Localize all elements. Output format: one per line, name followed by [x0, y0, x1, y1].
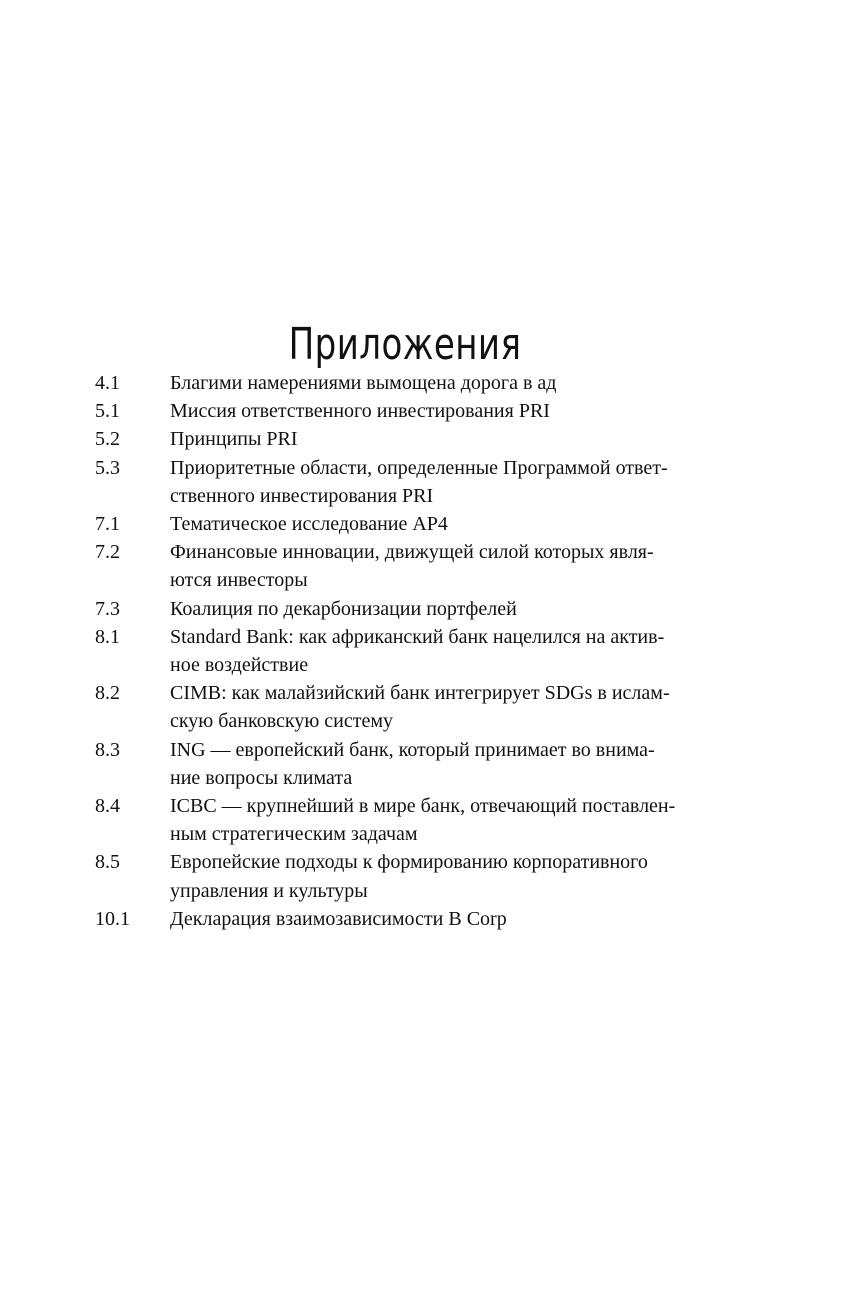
appendix-title-line: скую банковскую систему	[170, 710, 394, 733]
list-item	[95, 397, 735, 425]
appendix-title	[170, 538, 735, 594]
appendix-title-line: Декларация взаимозависимости B Corp	[170, 907, 507, 930]
appendix-title	[170, 454, 735, 510]
appendix-number: 7.1	[95, 513, 120, 536]
appendix-title	[170, 848, 735, 904]
list-item	[95, 623, 735, 679]
list-item	[95, 792, 735, 848]
list-item	[95, 679, 735, 735]
list-item	[95, 905, 735, 933]
page-title: Приложения	[288, 319, 522, 371]
appendix-title-line: Принципы PRI	[170, 428, 298, 451]
appendix-number: 5.1	[95, 400, 120, 423]
appendix-title-line: управления и культуры	[170, 879, 368, 902]
appendix-number: 8.5	[95, 851, 120, 874]
appendix-title-line: Европейские подходы к формированию корпоративного	[170, 851, 648, 874]
appendix-title	[170, 623, 735, 679]
appendix-title-line: Благими намерениями вымощена дорога в ад	[170, 372, 557, 394]
appendix-title-line: Standard Bank: как африканский банк нацелился на актив-	[170, 625, 665, 648]
appendix-number: 8.3	[95, 738, 120, 761]
appendix-number: 8.1	[95, 625, 120, 648]
appendix-title	[170, 510, 735, 538]
appendix-title-line: Финансовые инновации, движущей силой которых явля-	[170, 541, 654, 564]
list-item	[95, 454, 735, 510]
appendix-title	[170, 595, 735, 623]
appendix-title-line: ным стратегическим задачам	[170, 823, 418, 846]
appendix-title-line: ственного инвестирования PRI	[170, 484, 434, 507]
appendix-list	[95, 369, 735, 933]
appendix-number: 10.1	[95, 907, 130, 930]
appendix-number: 5.3	[95, 456, 120, 479]
list-item	[95, 736, 735, 792]
appendix-number: 8.2	[95, 682, 120, 705]
appendix-title-line: ICBC — крупнейший в мире банк, отвечающий поставлен-	[170, 795, 676, 818]
appendix-title-line: Коалиция по декарбонизации портфелей	[170, 597, 517, 620]
appendix-title-line: ное воздействие	[170, 654, 309, 677]
appendix-title-line: Тематическое исследование AP4	[170, 513, 448, 536]
appendix-title-line: ING — европейский банк, который принимает во внима-	[170, 738, 655, 761]
appendix-title	[170, 369, 735, 397]
appendix-number: 4.1	[95, 372, 120, 394]
appendix-title-line: Миссия ответственного инвестирования PRI	[170, 400, 550, 423]
list-item	[95, 538, 735, 594]
appendix-title	[170, 792, 735, 848]
appendix-title-line: ние вопросы климата	[170, 766, 353, 789]
appendix-number: 8.4	[95, 795, 120, 818]
appendix-title-line: CIMB: как малайзийский банк интегрирует SDGs в ислам-	[170, 682, 670, 705]
list-item	[95, 425, 735, 453]
appendix-title	[170, 425, 735, 453]
appendix-title	[170, 736, 735, 792]
appendix-title	[170, 905, 735, 933]
appendix-title-line: ются инвесторы	[170, 569, 308, 592]
list-item	[95, 848, 735, 904]
list-item	[95, 369, 735, 397]
appendix-title-line: Приоритетные области, определенные Программой ответ-	[170, 456, 668, 479]
appendix-number: 7.2	[95, 541, 120, 564]
appendix-number: 7.3	[95, 597, 120, 620]
appendix-title	[170, 397, 735, 425]
list-item	[95, 595, 735, 623]
list-item	[95, 510, 735, 538]
appendix-title	[170, 679, 735, 735]
appendix-number: 5.2	[95, 428, 120, 451]
